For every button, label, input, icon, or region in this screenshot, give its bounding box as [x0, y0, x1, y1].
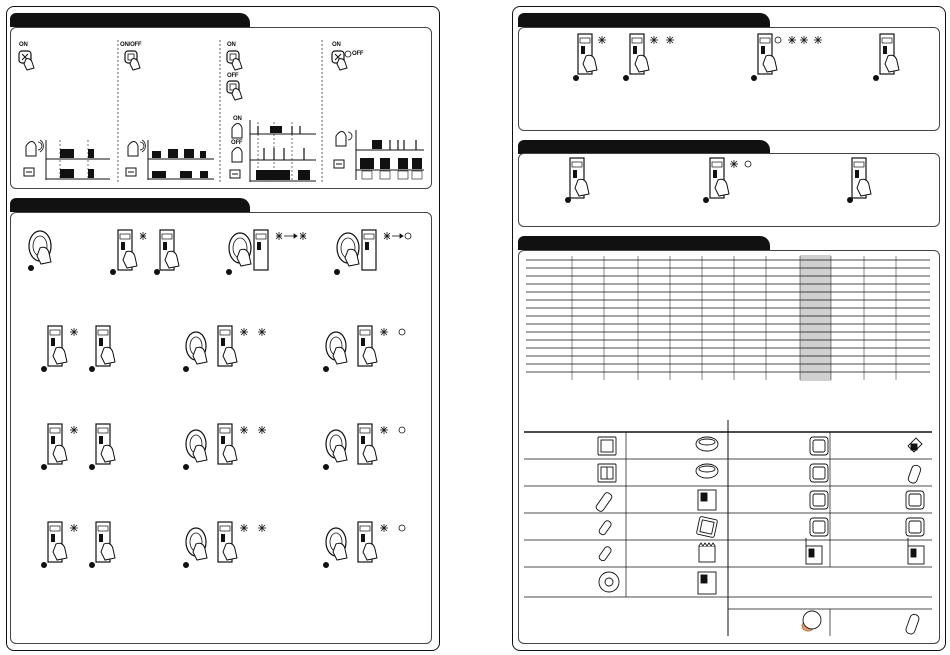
mode1-label: ON [19, 42, 28, 48]
mode3-second-label: OFF [227, 73, 239, 79]
mode3-chart-off-label: OFF [231, 140, 243, 146]
mode4-off-label: OFF [352, 51, 364, 57]
mode2-label: ON/OFF [120, 42, 142, 48]
mode4-label: ON [332, 42, 341, 48]
mode3-chart-on-label: ON [233, 116, 242, 122]
mode3-label: ON [227, 42, 236, 48]
